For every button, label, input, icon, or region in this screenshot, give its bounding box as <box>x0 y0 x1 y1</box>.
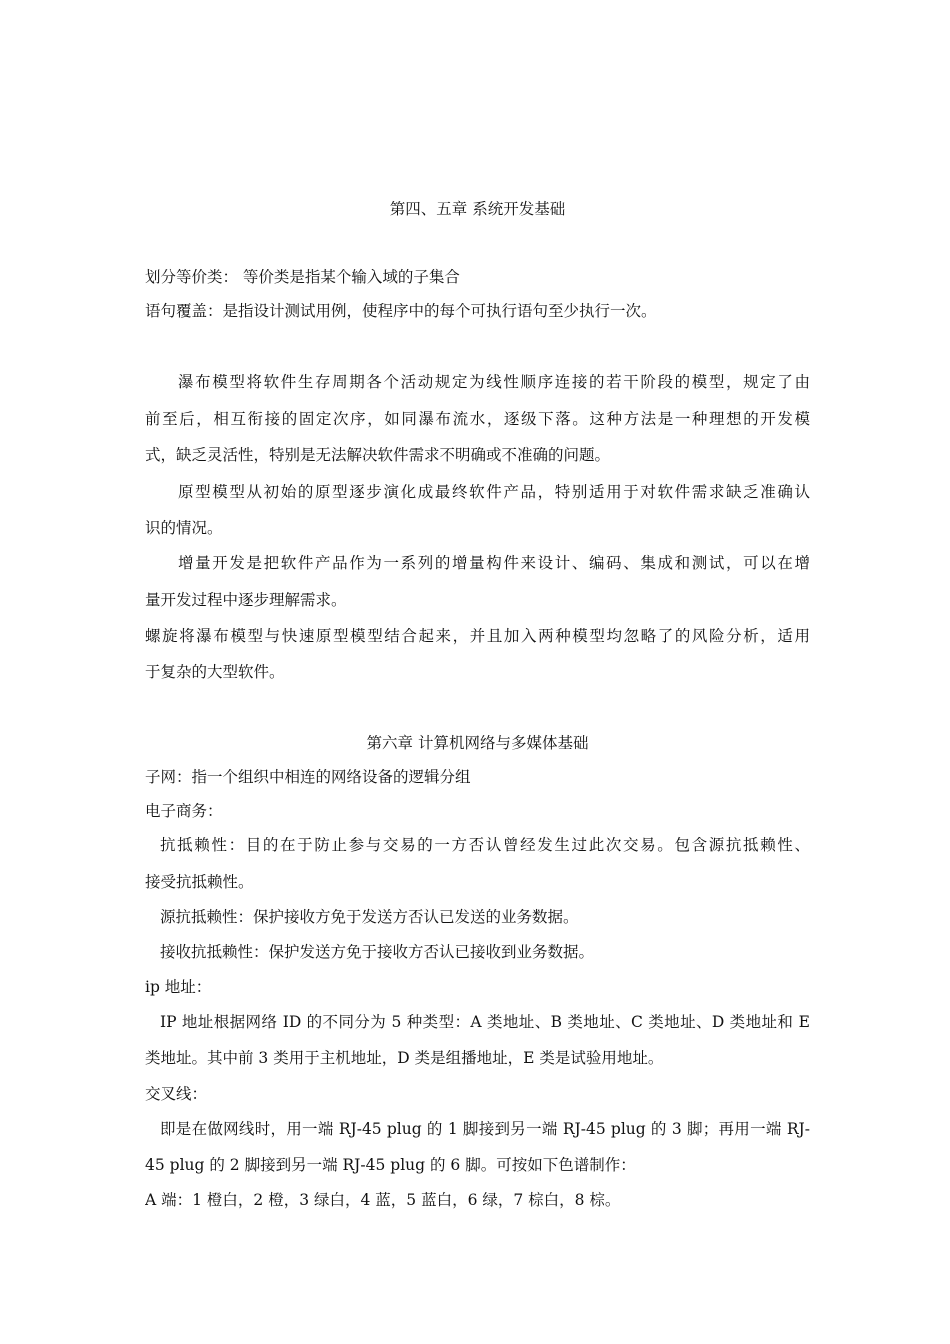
prototype-paragraph-line: 识的情况。 <box>145 519 223 537</box>
non-repudiation-line: 接受抗抵赖性。 <box>145 873 254 891</box>
statement-coverage-definition: 语句覆盖：是指设计测试用例，使程序中的每个可执行语句至少执行一次。 <box>145 302 657 320</box>
prototype-paragraph-line: 原型模型从初始的原型逐步演化成最终软件产品，特别适用于对软件需求缺乏准确认 <box>178 483 810 501</box>
waterfall-paragraph-line: 式，缺乏灵活性，特别是无法解决软件需求不明确或不准确的问题。 <box>145 446 611 464</box>
ip-address-label: ip 地址： <box>145 978 212 996</box>
waterfall-paragraph-line: 前至后，相互衔接的固定次序，如同瀑布流水，逐级下落。这种方法是一种理想的开发模 <box>145 410 810 428</box>
spiral-paragraph-line: 于复杂的大型软件。 <box>145 663 285 681</box>
non-repudiation-line: 抗抵赖性：目的在于防止参与交易的一方否认曾经发生过此次交易。包含源抗抵赖性、 <box>160 836 810 854</box>
subnet-definition: 子网：指一个组织中相连的网络设备的逻辑分组 <box>145 768 471 786</box>
crossover-line: 45 plug 的 2 脚接到另一端 RJ-45 plug 的 6 脚。可按如下色谱制作： <box>145 1156 636 1174</box>
chapter-4-5-title: 第四、五章 系统开发基础 <box>389 200 566 218</box>
crossover-line: 即是在做网线时，用一端 RJ-45 plug 的 1 脚接到另一端 RJ-45 plug 的 3 脚；再用一端 RJ- <box>160 1120 810 1138</box>
crossover-label: 交叉线： <box>145 1085 208 1103</box>
spiral-paragraph-line: 螺旋将瀑布模型与快速原型模型结合起来，并且加入两种模型均忽略了的风险分析，适用 <box>145 627 810 645</box>
ecommerce-label: 电子商务： <box>145 802 223 820</box>
receive-non-repudiation: 接收抗抵赖性：保护发送方免于接收方否认已接收到业务数据。 <box>160 943 595 961</box>
ip-address-line: 类地址。其中前 3 类用于主机地址，D 类是组播地址，E 类是试验用地址。 <box>145 1049 664 1067</box>
equivalence-class-definition: 划分等价类： 等价类是指某个输入域的子集合 <box>145 268 460 286</box>
ip-address-line: IP 地址根据网络 ID 的不同分为 5 种类型：A 类地址、B 类地址、C 类地址、D 类地址和 E <box>160 1013 810 1031</box>
a-end-color-sequence: A 端：1 橙白，2 橙，3 绿白，4 蓝，5 蓝白，6 绿，7 棕白，8 棕。 <box>145 1191 621 1209</box>
incremental-paragraph-line: 量开发过程中逐步理解需求。 <box>145 591 347 609</box>
chapter-6-title: 第六章 计算机网络与多媒体基础 <box>366 734 589 752</box>
waterfall-paragraph-line: 瀑布模型将软件生存周期各个活动规定为线性顺序连接的若干阶段的模型，规定了由 <box>178 373 810 391</box>
incremental-paragraph-line: 增量开发是把软件产品作为一系列的增量构件来设计、编码、集成和测试，可以在增 <box>178 554 810 572</box>
source-non-repudiation: 源抗抵赖性：保护接收方免于发送方否认已发送的业务数据。 <box>160 908 579 926</box>
